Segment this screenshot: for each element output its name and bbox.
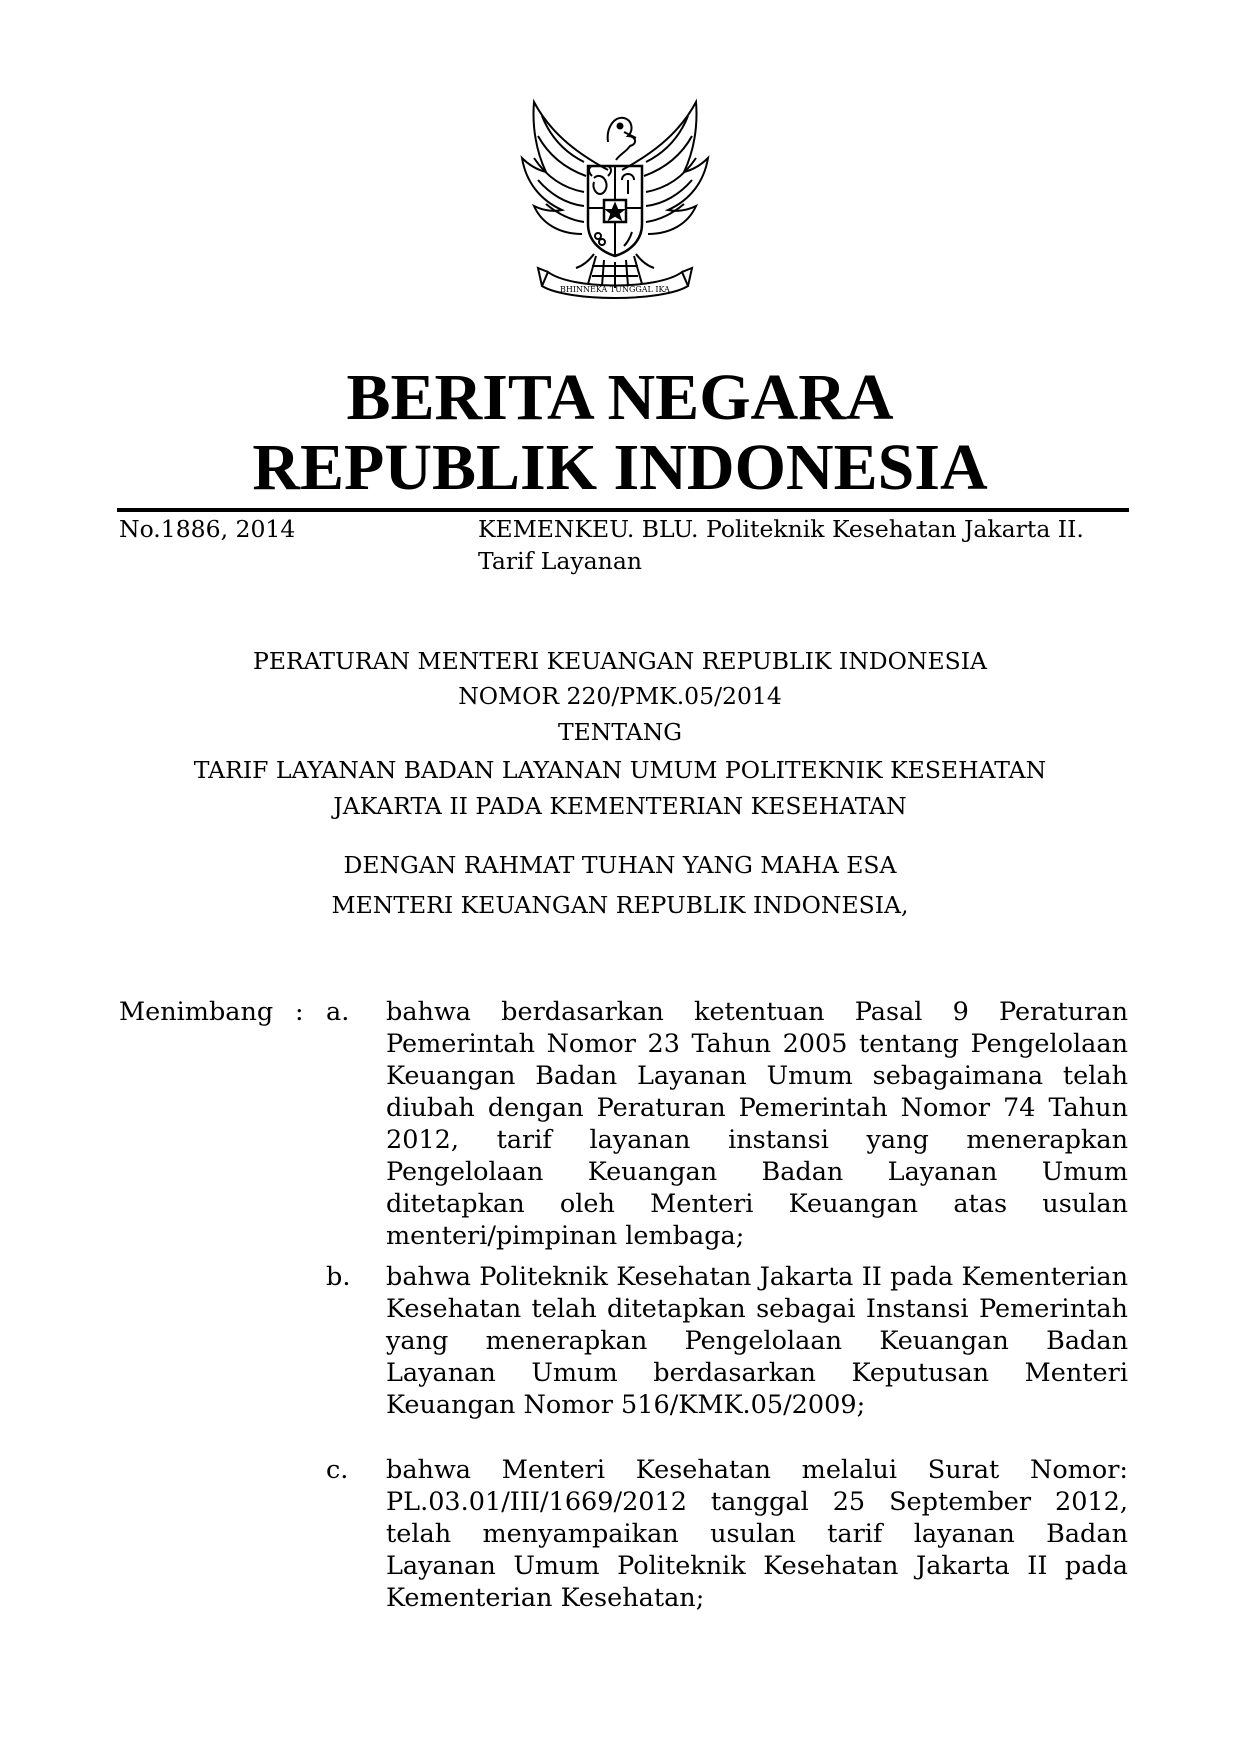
consideration-b-text: bahwa Politeknik Kesehatan Jakarta II pada Kementerian Kesehatan telah ditetapkan sebagai Instansi Pemerintah yang menerapkan Pengelolaan Keuangan Badan Layanan Umum berdasarkan Keputusan Menteri Keuangan Nomor 516/KMK.05/2009; — [386, 1262, 1128, 1420]
gazette-title-line1: BERITA NEGARA — [346, 361, 894, 434]
svg-text:BHINNEKA TUNGGAL IKA: BHINNEKA TUNGGAL IKA — [560, 285, 670, 294]
consideration-a-letter: a. — [326, 997, 350, 1027]
gazette-title-line2: REPUBLIK INDONESIA — [252, 431, 988, 504]
regulation-tentang: TENTANG — [557, 718, 683, 746]
menimbang-label: Menimbang — [119, 997, 274, 1027]
regulation-number: NOMOR 220/PMK.05/2014 — [458, 682, 782, 710]
gazette-number: No.1886, 2014 — [119, 515, 296, 543]
consideration-c-letter: c. — [326, 1455, 349, 1485]
garuda-emblem-icon — [512, 96, 718, 306]
preamble-line1: DENGAN RAHMAT TUHAN YANG MAHA ESA — [343, 851, 897, 879]
preamble-line2: MENTERI KEUANGAN REPUBLIK INDONESIA, — [331, 891, 909, 919]
consideration-b-letter: b. — [326, 1262, 351, 1292]
gazette-subject: KEMENKEU. BLU. Politeknik Kesehatan Jakarta II. Tarif Layanan — [478, 515, 1084, 575]
consideration-a-text: bahwa berdasarkan ketentuan Pasal 9 Peraturan Pemerintah Nomor 23 Tahun 2005 tentang Pengelolaan Keuangan Badan Layanan Umum sebagaimana telah diubah dengan Peraturan Pemerintah Nomor 74 Tahun 2012, tarif layanan instansi yang menerapkan Pengelolaan Keuangan Badan Layanan Umum ditetapkan oleh Menteri Keuangan atas usulan menteri/pimpinan lembaga; — [386, 997, 1128, 1251]
regulation-subject-line1: TARIF LAYANAN BADAN LAYANAN UMUM POLITEKNIK KESEHATAN — [193, 756, 1047, 784]
title-underline-divider — [117, 508, 1129, 512]
regulation-subject-line2: JAKARTA II PADA KEMENTERIAN KESEHATAN — [333, 792, 907, 820]
menimbang-colon: : — [295, 997, 304, 1027]
regulation-title: PERATURAN MENTERI KEUANGAN REPUBLIK INDONESIA — [253, 647, 987, 675]
consideration-c-text: bahwa Menteri Kesehatan melalui Surat Nomor: PL.03.01/III/1669/2012 tanggal 25 September 2012, telah menyampaikan usulan tarif layanan Badan Layanan Umum Politeknik Kesehatan Jakarta II pada Kementerian Kesehatan; — [386, 1455, 1128, 1613]
